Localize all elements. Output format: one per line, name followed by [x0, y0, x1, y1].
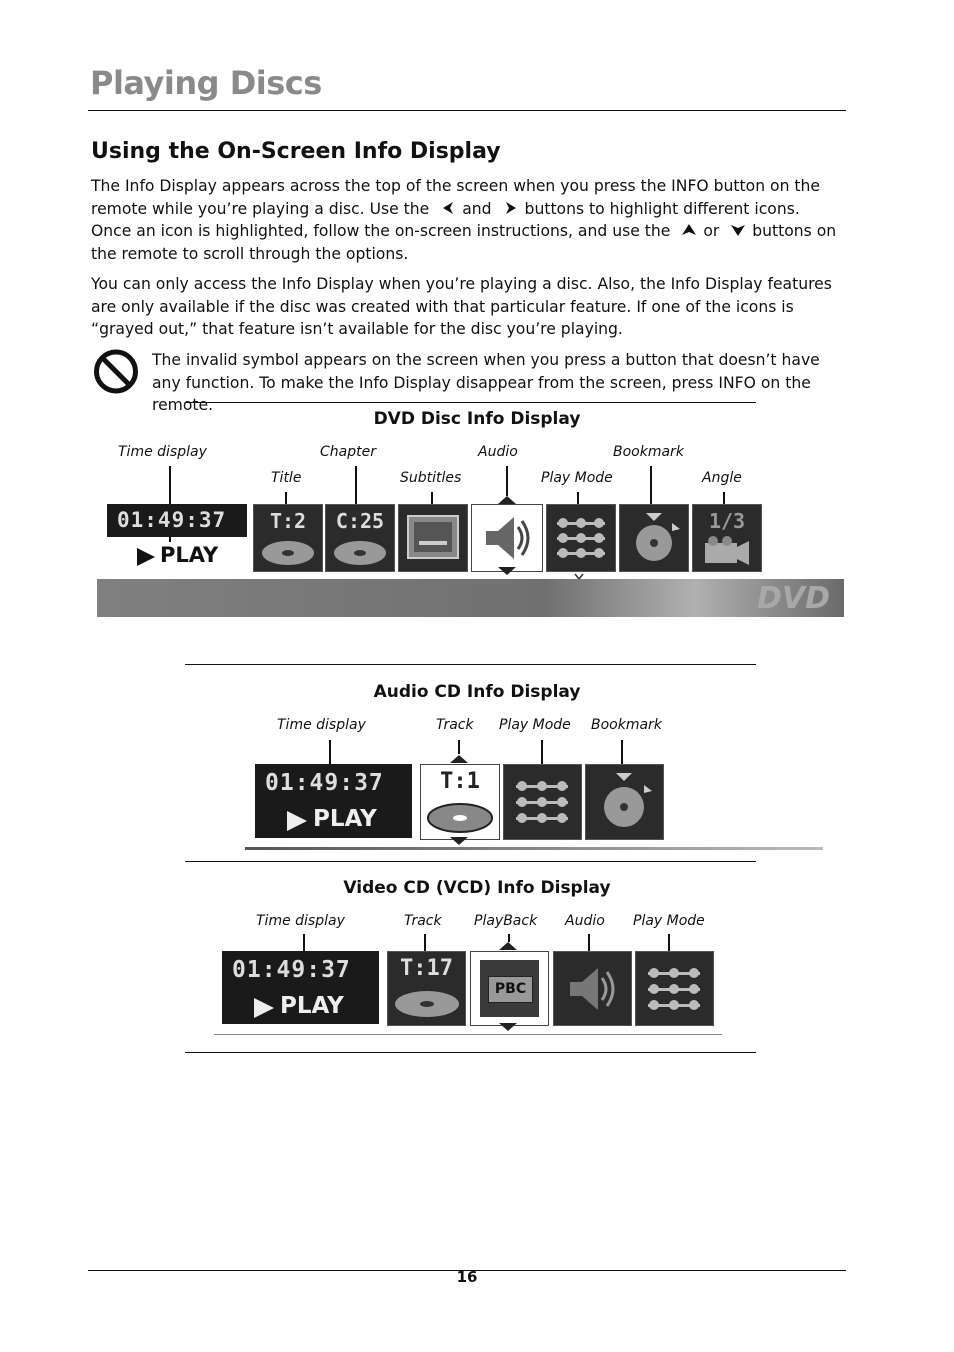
acd-track-up-arrow-icon	[449, 754, 469, 764]
vcd-play-icon	[252, 997, 276, 1019]
vcd-label-time-display: Time display	[256, 913, 345, 929]
invalid-symbol-note: The invalid symbol appears on the screen when you press a button that doesn’t have any function. To make the Info Display disappear from the screen, press INFO on the remote.	[152, 351, 820, 414]
vcd-leader-track	[424, 934, 426, 952]
dvd-angle-tile-text: 1/3	[708, 509, 746, 533]
vcd-track-tile	[387, 951, 466, 1026]
dvd-label-title: Title	[271, 470, 302, 486]
pbc-icon-text: PBC	[488, 976, 533, 1003]
page-title: Playing Discs	[90, 64, 322, 102]
bookmark-icon	[594, 771, 654, 833]
acd-time-text: 01:49:37	[265, 770, 384, 796]
section-title: Using the On-Screen Info Display	[91, 139, 501, 164]
disc-icon	[332, 537, 388, 567]
dvd-label-chapter: Chapter	[320, 444, 376, 460]
dvd-angle-tile	[692, 504, 762, 572]
speaker-icon	[562, 960, 622, 1018]
dvd-label-angle: Angle	[702, 470, 742, 486]
vcd-label-track: Track	[404, 913, 442, 929]
right-arrow-icon	[503, 201, 519, 215]
vcd-leader-play-mode	[668, 934, 670, 952]
para1-and: and	[462, 199, 492, 218]
vcd-play-mode-tile	[635, 951, 714, 1026]
acd-label-bookmark: Bookmark	[591, 717, 662, 733]
acd-play-icon	[285, 810, 309, 832]
vcd-time-text: 01:49:37	[232, 957, 351, 983]
vcd-leader-time	[303, 934, 305, 952]
dvd-play-icon	[135, 547, 157, 567]
acd-info-bar	[245, 847, 823, 850]
acd-leader-track	[458, 740, 460, 754]
dvd-info-bar	[97, 579, 844, 617]
acd-play-text: PLAY	[313, 806, 377, 832]
dvd-audio-tile-selected	[471, 504, 543, 572]
vcd-bottom-rule	[185, 1052, 756, 1053]
dvd-title-tile	[253, 504, 323, 572]
vcd-time-display	[222, 951, 379, 1024]
vcd-caption: Video CD (VCD) Info Display	[343, 878, 611, 898]
acd-top-rule	[185, 664, 756, 665]
access-paragraph: You can only access the Info Display when you’re playing a disc. Also, the Info Display features are only available if the disc was created with that particular feature. If one of the icons is “grayed out,” that feature isn’t available for the disc you’re playing.	[91, 275, 832, 338]
dvd-leader-audio	[506, 466, 508, 496]
acd-caption: Audio CD Info Display	[373, 682, 581, 702]
acd-leader-time	[329, 740, 331, 765]
vcd-label-play-mode: Play Mode	[633, 913, 705, 929]
dvd-play-mode-tile	[546, 504, 616, 572]
dvd-label-audio: Audio	[478, 444, 518, 460]
vcd-playback-up-arrow-icon	[498, 941, 518, 951]
down-arrow-icon	[730, 223, 746, 237]
play-mode-icon	[553, 513, 609, 563]
play-mode-icon	[644, 962, 704, 1016]
dvd-time-display	[107, 504, 247, 537]
intro-paragraph	[91, 175, 843, 265]
acd-label-track: Track	[436, 717, 474, 733]
acd-label-time-display: Time display	[277, 717, 366, 733]
dvd-subtitles-tile	[398, 504, 468, 572]
acd-track-down-arrow-icon	[449, 836, 469, 846]
dvd-play-text: PLAY	[160, 543, 219, 567]
disc-icon	[425, 799, 495, 835]
para1-part-a: The Info Display appears across the top of the screen when you press the INFO button on the remote while you’re playing a disc. Use the	[91, 177, 821, 218]
dvd-brand-logo: DVD	[756, 581, 830, 616]
bookmark-icon	[626, 511, 682, 565]
acd-track-tile-selected	[420, 764, 500, 840]
para1-or: or	[703, 222, 720, 240]
speaker-icon	[480, 511, 534, 565]
dvd-time-text: 01:49:37	[117, 508, 227, 532]
camera-icon	[701, 535, 753, 567]
disc-icon	[392, 986, 462, 1020]
para1-part-c: buttons on the remote to scroll through the options.	[91, 222, 837, 263]
dvd-caption: DVD Disc Info Display	[373, 409, 581, 429]
acd-label-play-mode: Play Mode	[499, 717, 571, 733]
dvd-label-subtitles: Subtitles	[400, 470, 462, 486]
vcd-audio-tile	[553, 951, 632, 1026]
vcd-playback-tile-selected	[470, 951, 549, 1026]
header-rule	[88, 110, 846, 111]
dvd-label-time-display: Time display	[118, 444, 207, 460]
dvd-audio-up-arrow-icon	[497, 495, 517, 505]
invalid-symbol-icon	[90, 349, 142, 394]
left-arrow-icon	[440, 201, 456, 215]
page-number: 16	[456, 1268, 478, 1286]
up-arrow-icon	[681, 223, 697, 237]
dvd-chapter-tile-text: C:25	[335, 509, 385, 533]
acd-time-display	[255, 764, 412, 838]
vcd-top-rule	[185, 861, 756, 862]
vcd-playback-down-arrow-icon	[498, 1022, 518, 1032]
acd-play-mode-tile	[503, 764, 582, 840]
vcd-play-text: PLAY	[280, 993, 344, 1019]
acd-bookmark-tile	[585, 764, 664, 840]
vcd-leader-audio	[588, 934, 590, 952]
dvd-audio-down-arrow-icon	[497, 566, 517, 576]
dvd-top-rule	[185, 402, 756, 403]
dvd-title-tile-text: T:2	[269, 509, 307, 533]
vcd-label-audio: Audio	[565, 913, 605, 929]
vcd-info-bar	[214, 1034, 722, 1035]
dvd-label-play-mode: Play Mode	[541, 470, 613, 486]
vcd-label-playback: PlayBack	[474, 913, 538, 929]
acd-track-tile-text: T:1	[440, 769, 480, 794]
dvd-label-bookmark: Bookmark	[613, 444, 684, 460]
dvd-chapter-tile	[325, 504, 395, 572]
para1-part-b: buttons to highlight different icons. Once an icon is highlighted, follow the on-screen instructions, and use the	[91, 199, 800, 240]
vcd-track-tile-text: T:17	[400, 956, 453, 981]
acd-leader-play-mode	[541, 740, 543, 765]
play-mode-icon	[512, 775, 572, 829]
dvd-bookmark-tile	[619, 504, 689, 572]
pbc-frame	[480, 960, 539, 1017]
subtitles-icon	[405, 513, 461, 563]
disc-icon	[260, 537, 316, 567]
